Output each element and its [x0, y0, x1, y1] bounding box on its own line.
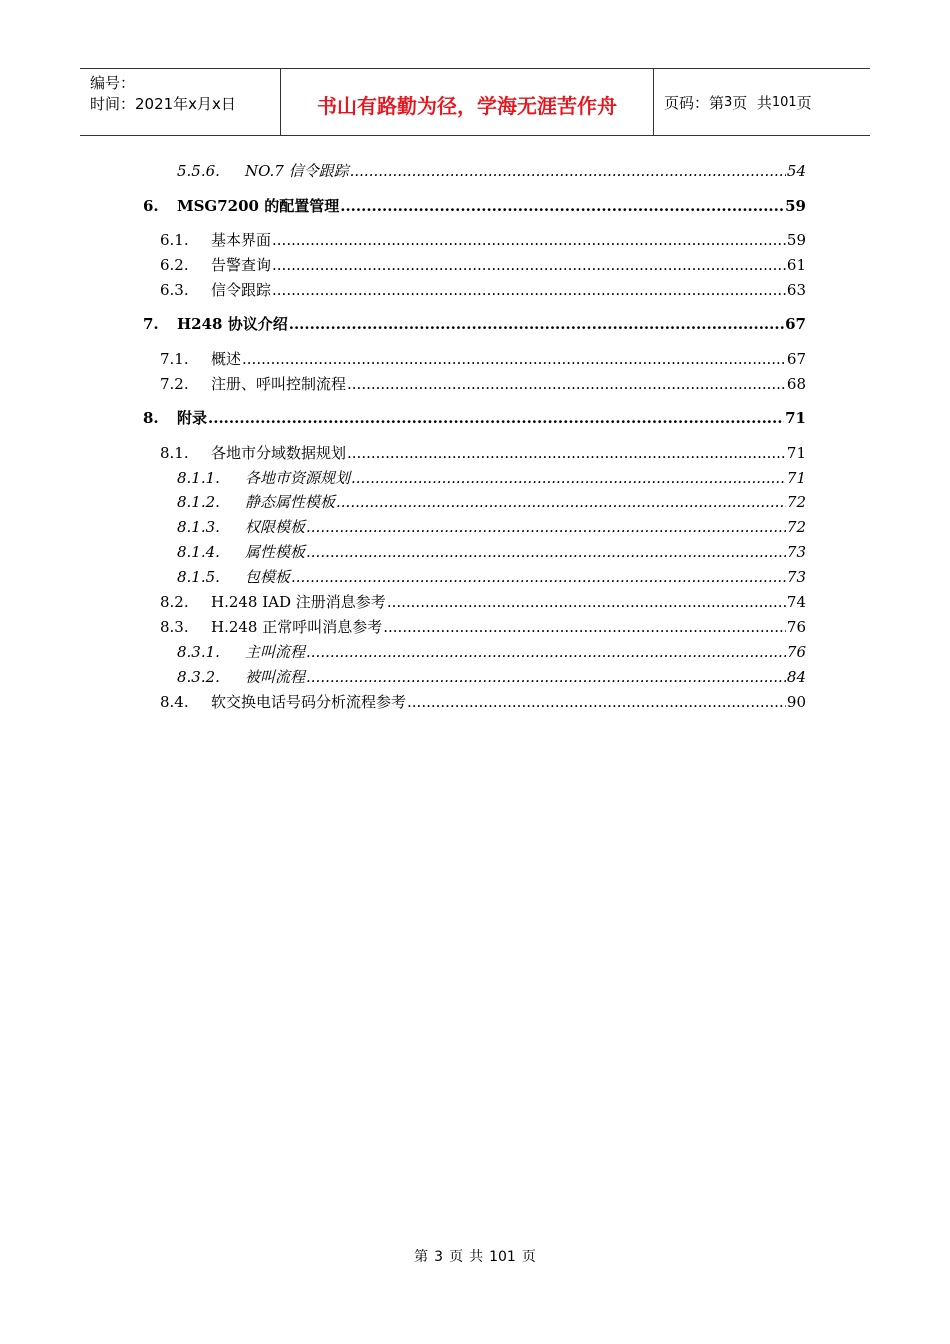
toc-entry[interactable]	[143, 195, 806, 217]
toc-leader-dots	[306, 641, 786, 663]
toc-leader-dots	[336, 491, 786, 513]
toc-entry-number: 6.3.	[160, 281, 189, 299]
toc-leader-dots	[272, 254, 786, 276]
page-footer	[0, 1246, 950, 1266]
toc-entry[interactable]	[160, 691, 806, 713]
toc-entry[interactable]	[177, 541, 806, 563]
toc-entry[interactable]	[177, 491, 806, 513]
toc-entry-page: 76	[786, 618, 806, 636]
toc-entry[interactable]	[143, 407, 806, 429]
document-time-label: 时间：2021年x月x日	[90, 95, 236, 113]
toc-leader-dots	[347, 442, 786, 464]
toc-leader-dots	[272, 229, 786, 251]
header-page-info	[654, 69, 870, 135]
toc-entry-title[interactable]: 注册、呼叫控制流程	[211, 375, 347, 393]
toc-entry-title[interactable]: 属性模板	[245, 543, 306, 561]
toc-entry-title[interactable]: 权限模板	[245, 518, 306, 536]
toc-entry[interactable]	[160, 254, 806, 276]
toc-entry-page: 59	[786, 231, 806, 249]
toc-entry-title[interactable]: NO.7 信令跟踪	[245, 162, 349, 180]
toc-entry-title[interactable]: 各地市分域数据规划	[211, 444, 347, 462]
footer-word-ye-2: 页	[521, 1249, 536, 1265]
toc-entry-number: 6.1.	[160, 231, 189, 249]
toc-entry-title[interactable]: MSG7200 的配置管理	[177, 197, 340, 215]
toc-entry-number: 8.3.1.	[177, 643, 220, 661]
toc-entry-page: 71	[786, 444, 806, 462]
page-header	[80, 68, 870, 136]
toc-entry-title[interactable]: H.248 IAD 注册消息参考	[211, 593, 386, 611]
toc-entry-title[interactable]: 信令跟踪	[211, 281, 272, 299]
toc-entry-page: 71	[786, 469, 806, 487]
toc-entry-number: 7.1.	[160, 350, 189, 368]
toc-entry-number: 8.1.5.	[177, 568, 220, 586]
toc-entry-page: 68	[786, 375, 806, 393]
toc-entry-number: 8.1.2.	[177, 493, 220, 511]
toc-entry-page: 61	[786, 256, 806, 274]
toc-entry-title[interactable]: H248 协议介绍	[177, 315, 288, 333]
toc-entry[interactable]	[143, 313, 806, 335]
header-page-number: 3	[724, 94, 733, 110]
toc-leader-dots	[351, 467, 786, 489]
toc-entry[interactable]	[160, 442, 806, 464]
toc-entry-page: 67	[785, 315, 806, 333]
toc-entry-page: 54	[786, 162, 806, 180]
toc-entry-page: 73	[786, 543, 806, 561]
toc-entry-page: 71	[785, 409, 806, 427]
toc-entry-page: 72	[786, 493, 806, 511]
toc-entry-title[interactable]: 静态属性模板	[245, 493, 336, 511]
toc-entry-title[interactable]: 基本界面	[211, 231, 272, 249]
toc-entry-number: 8.3.2.	[177, 668, 220, 686]
toc-leader-dots	[306, 541, 786, 563]
toc-entry-title[interactable]: 主叫流程	[245, 643, 306, 661]
toc-entry-page: 63	[786, 281, 806, 299]
toc-entry-page: 90	[786, 693, 806, 711]
toc-entry-title[interactable]: 软交换电话号码分析流程参考	[211, 693, 407, 711]
toc-leader-dots	[347, 373, 786, 395]
toc-leader-dots	[387, 591, 786, 613]
toc-entry-number: 8.4.	[160, 693, 189, 711]
toc-entry[interactable]	[160, 373, 806, 395]
toc-entry-title[interactable]: 被叫流程	[245, 668, 306, 686]
toc-leader-dots	[289, 313, 784, 335]
toc-entry-number: 7.	[143, 315, 159, 333]
toc-leader-dots	[208, 407, 784, 429]
toc-entry-page: 72	[786, 518, 806, 536]
toc-entry-number: 8.1.	[160, 444, 189, 462]
toc-entry-page: 74	[786, 593, 806, 611]
toc-entry-page: 59	[785, 197, 806, 215]
footer-word-gong: 共	[469, 1249, 484, 1265]
footer-page-number: 3	[434, 1249, 444, 1265]
footer-word-di: 第	[414, 1249, 429, 1265]
toc-leader-dots	[383, 616, 786, 638]
toc-entry[interactable]	[160, 229, 806, 251]
toc-entry[interactable]	[177, 467, 806, 489]
toc-leader-dots	[407, 691, 786, 713]
toc-entry-number: 8.	[143, 409, 159, 427]
toc-entry-number: 6.	[143, 197, 159, 215]
toc-entry-number: 7.2.	[160, 375, 189, 393]
toc-entry-number: 8.1.3.	[177, 518, 220, 536]
toc-entry-page: 73	[786, 568, 806, 586]
header-page-prefix: 页码：第	[664, 93, 725, 112]
toc-entry-title[interactable]: 告警查询	[211, 256, 272, 274]
toc-entry[interactable]	[177, 641, 806, 663]
footer-page-total: 101	[489, 1249, 516, 1265]
toc-entry-number: 8.3.	[160, 618, 189, 636]
toc-entry[interactable]	[160, 616, 806, 638]
toc-entry-number: 8.2.	[160, 593, 189, 611]
toc-leader-dots	[350, 160, 786, 182]
toc-entry-title[interactable]: 各地市资源规划	[245, 469, 351, 487]
document-number-label: 编号：	[90, 74, 136, 92]
toc-entry[interactable]	[177, 566, 806, 588]
toc-leader-dots	[272, 279, 786, 301]
toc-leader-dots	[242, 348, 786, 370]
toc-leader-dots	[340, 195, 784, 217]
toc-entry-title[interactable]: 概述	[211, 350, 242, 368]
toc-entry[interactable]	[177, 666, 806, 688]
toc-entry-page: 67	[786, 350, 806, 368]
toc-entry-number: 8.1.4.	[177, 543, 220, 561]
toc-leader-dots	[306, 516, 786, 538]
header-page-suffix: 页	[796, 93, 812, 112]
toc-leader-dots	[291, 566, 786, 588]
header-meta	[80, 69, 281, 135]
header-page-total: 101	[771, 94, 797, 110]
toc-entry-number: 5.5.6.	[177, 162, 220, 180]
toc-entry-title[interactable]: 附录	[177, 409, 208, 427]
toc-leader-dots	[306, 666, 786, 688]
toc-entry-page: 76	[786, 643, 806, 661]
toc-entry[interactable]	[160, 348, 806, 370]
header-motto: 书山有路勤为径，学海无涯苦作舟	[281, 69, 654, 135]
toc-entry-number: 6.2.	[160, 256, 189, 274]
toc-entry-page: 84	[786, 668, 806, 686]
toc-entry-title[interactable]: H.248 正常呼叫消息参考	[211, 618, 383, 636]
toc-entry-title[interactable]: 包模板	[245, 568, 291, 586]
header-page-mid: 页 共	[732, 93, 772, 112]
toc-entry[interactable]	[160, 279, 806, 301]
toc-entry[interactable]	[177, 516, 806, 538]
footer-word-ye: 页	[449, 1249, 464, 1265]
toc-entry[interactable]	[177, 160, 806, 182]
toc-entry-number: 8.1.1.	[177, 469, 220, 487]
toc-entry[interactable]	[160, 591, 806, 613]
